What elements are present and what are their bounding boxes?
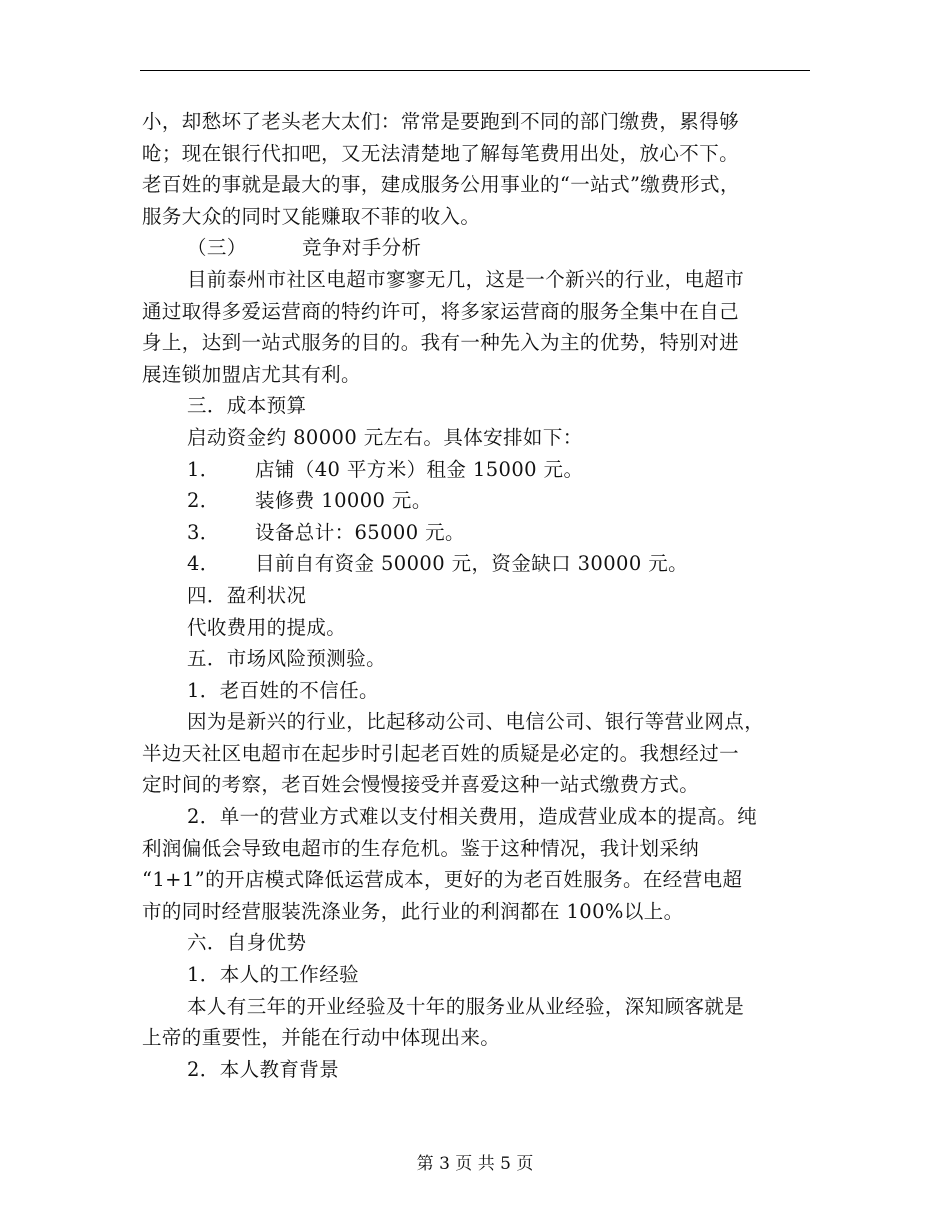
text-line: 定时间的考察，老百姓会慢慢接受并喜爱这种一站式缴费方式。 xyxy=(142,773,700,797)
text-line: 半边天社区电超市在起步时引起老百姓的质疑是必定的。我想经过一 xyxy=(142,741,740,765)
page-footer: 第 3 页 共 5 页 xyxy=(416,1154,534,1174)
text-line: 小，却愁坏了老头老大太们：常常是要跑到不同的部门缴费，累得够 xyxy=(142,110,740,133)
section-heading: 三．成本预算 xyxy=(187,394,307,418)
text-line: 市的同时经营服装洗涤业务，此行业的利润都在 100%以上。 xyxy=(142,899,684,923)
list-item xyxy=(142,517,812,549)
section-title: 竞争对手分析 xyxy=(302,236,422,260)
list-number: 2． xyxy=(187,489,220,513)
text-line: 展连锁加盟店尤其有利。 xyxy=(142,362,361,386)
body-text xyxy=(142,106,812,1085)
text-line: 通过取得多爱运营商的特约许可，将多家运营商的服务全集中在自己 xyxy=(142,299,740,323)
subsection-heading: 1．老百姓的不信任。 xyxy=(187,678,379,702)
text-line: “1+1”的开店模式降低运营成本，更好的为老百姓服务。在经营电超 xyxy=(142,868,743,892)
text-line: 目前泰州市社区电超市寥寥无几，这是一个新兴的行业，电超市 xyxy=(187,267,745,291)
text-line: 身上，达到一站式服务的目的。我有一种先入为主的优势，特别对进 xyxy=(142,331,740,355)
text-line: 因为是新兴的行业，比起移动公司、电信公司、银行等营业网点， xyxy=(187,710,765,734)
list-number: 4． xyxy=(187,552,220,576)
list-text: 装修费 10000 元。 xyxy=(255,489,432,513)
section-heading: 四．盈利状况 xyxy=(187,583,307,607)
list-number: 3． xyxy=(187,520,220,544)
list-number: 1． xyxy=(187,457,220,481)
header-rule xyxy=(140,70,810,71)
subsection-heading: 2．本人教育背景 xyxy=(187,1057,340,1081)
section-heading: 六．自身优势 xyxy=(187,931,307,955)
list-text: 设备总计：65000 元。 xyxy=(255,520,465,544)
list-item xyxy=(142,485,812,517)
text-line: 利润偏低会导致电超市的生存危机。鉴于这种情况，我计划采纳 xyxy=(142,836,700,860)
text-line: 老百姓的事就是最大的事，建成服务公用事业的“一站式”缴费形式， xyxy=(142,173,740,197)
section-heading xyxy=(142,232,812,264)
list-item xyxy=(142,548,812,580)
section-number: （三） xyxy=(187,236,247,260)
subsection-heading: 1．本人的工作经验 xyxy=(187,963,360,987)
text-line: 服务大众的同时又能赚取不菲的收入。 xyxy=(142,204,481,228)
text-line: 代收费用的提成。 xyxy=(187,615,347,639)
list-text: 目前自有资金 50000 元，资金缺口 30000 元。 xyxy=(255,552,689,576)
text-line: 呛；现在银行代扣吧，又无法清楚地了解每笔费用出处，放心不下。 xyxy=(142,141,740,165)
text-line: 上帝的重要性，并能在行动中体现出来。 xyxy=(142,1026,501,1050)
list-item xyxy=(142,454,812,486)
text-line: 本人有三年的开业经验及十年的服务业从业经验，深知顾客就是 xyxy=(187,994,745,1018)
section-heading: 五．市场风险预测验。 xyxy=(187,647,387,671)
list-text: 店铺（40 平方米）租金 15000 元。 xyxy=(255,457,584,481)
text-line: 2．单一的营业方式难以支付相关费用，造成营业成本的提高。纯 xyxy=(187,805,758,829)
text-line: 启动资金约 80000 元左右。具体安排如下： xyxy=(187,425,583,449)
